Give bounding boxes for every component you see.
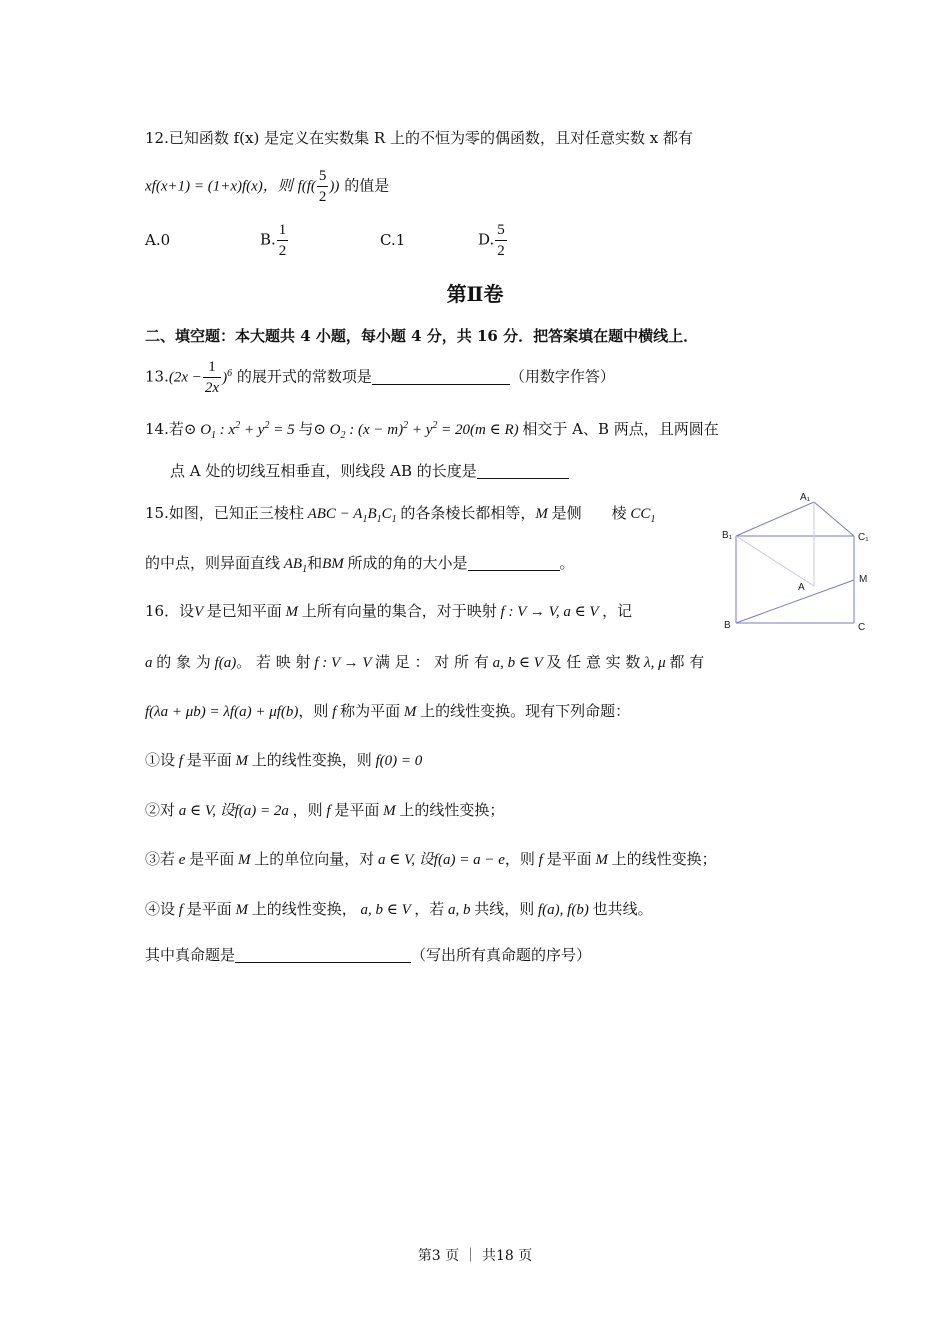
q12-line2: xf(x+1) = (1+x)f(x)，则 f(f( $\frac{5}{2}$ )) 的值是 — [145, 168, 390, 205]
label-c1: C₁ — [858, 532, 869, 543]
q12-option-b: B. $\frac{1}{2}$ — [260, 222, 287, 259]
q13-answer-blank — [372, 370, 510, 385]
q12-tail: 的值是 — [344, 176, 390, 195]
label-b1: B₁ — [722, 530, 733, 541]
q13-note: （用数字作答） — [509, 367, 615, 386]
q16-answer-blank — [235, 948, 411, 963]
q12-option-d: D. $\frac{5}{2}$ — [478, 222, 505, 259]
label-a1: A₁ — [800, 492, 811, 503]
q12-option-a: A.0 — [145, 231, 171, 249]
label-b: B — [724, 620, 731, 631]
q12-line1: 12.已知函数 f(x) 是定义在实数集 R 上的不恒为零的偶函数，且对任意实数 x 都有 — [145, 129, 693, 147]
q15-answer-blank — [468, 556, 560, 571]
q15-line1: 15.如图，已知正三棱柱 ABC − $A_1B_1C_1$ 的各条棱长都相等，M 是侧 棱 $CC_1$ — [145, 504, 656, 525]
q13: 13.(2x − $\frac{1}{2x}$ )$^6$ 的展开式的常数项是 （用数字作答） — [145, 359, 615, 396]
q12-equation: xf(x+1) = (1+x)f(x)，则 — [145, 178, 293, 195]
q12-option-c: C.1 — [380, 231, 406, 249]
q16-item1: ①设 f 是平面 M 上的线性变换，则 f(0) = 0 — [145, 751, 423, 769]
q15-line2: 的中点，则异面直线 $AB_1$和BM 所成的角的大小是 。 — [145, 554, 575, 575]
volume-title: 第Ⅱ卷 — [446, 282, 504, 306]
q14-answer-blank — [477, 464, 569, 479]
q14-line2: 点 A 处的切线互相垂直，则线段 AB 的长度是 — [170, 461, 569, 481]
q13-text: 的展开式的常数项是 — [236, 367, 372, 386]
label-a: A — [798, 582, 805, 593]
q16-line3: f(λa + μb) = λf(a) + μf(b)，则 f 称为平面 M 上的线性变换。现有下列命题： — [145, 702, 631, 720]
page-footer: 第3 页 ｜ 共18 页 — [417, 1248, 533, 1264]
q16-answer: 其中真命题是 （写出所有真命题的序号） — [145, 946, 592, 964]
q16-item4: ④设 f 是平面 M 上的线性变换， a, b ∈ V ，若 a, b 共线，则 f(a), f(b) 也共线。 — [145, 900, 653, 918]
section-title: 二、填空题：本大题共 4 小题，每小题 4 分，共 16 分．把答案填在题中横线上． — [145, 327, 699, 345]
q12-expr: f(f( — [297, 178, 316, 195]
label-c: C — [858, 622, 866, 633]
fraction-1-2x: $\frac{1}{2x}$ — [204, 359, 220, 396]
fraction-5-2: $\frac{5}{2}$ — [318, 168, 327, 205]
prism-figure — [718, 490, 878, 640]
q16-line1: 16．设V 是已知平面 M 上所有向量的集合，对于映射 f : V → V, a ∈ V ，记 — [145, 602, 633, 620]
label-m: M — [859, 574, 868, 585]
q16-item3: ③若 e 是平面 M 上的单位向量，对 a ∈ V, 设f(a) = a − e，则 f 是平面 M 上的线性变换； — [145, 850, 717, 868]
q14-line1: 14.若⊙ $O_1$ : $x^2 + y^2 = 5$ 与⊙ $O_2$ : $(x - m)^2 + y^2 = 20(m$ ∈ R) 相交于 A、B 两点，且两圆在 — [145, 420, 719, 441]
q16-item2: ②对 a ∈ V, 设f(a) = 2a ，则 f 是平面 M 上的线性变换； — [145, 801, 505, 819]
q16-line2: a 的 象 为 f(a)。 若 映 射 f : V → V 满 足 ： 对 所 有 a, b ∈ V 及 任 意 实 数 λ, μ 都 有 — [145, 653, 705, 671]
